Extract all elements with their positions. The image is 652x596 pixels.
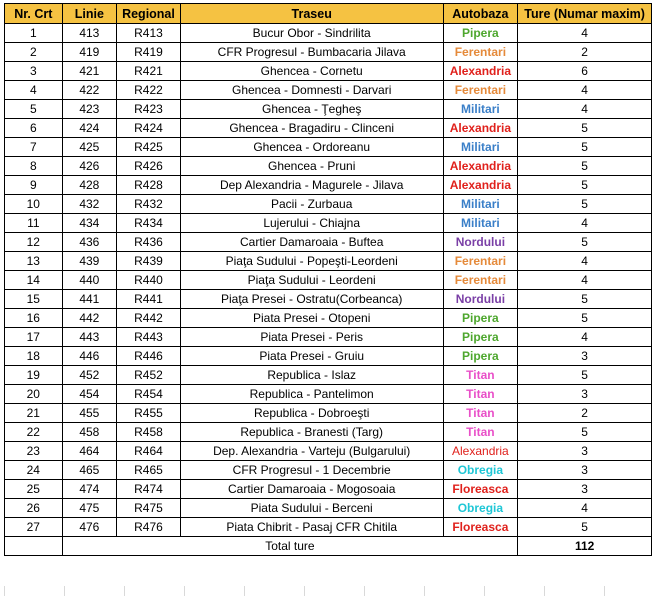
header-nr-crt[interactable]: Nr. Crt: [5, 4, 63, 24]
cell-traseu[interactable]: Piata Presei - Gruiu: [180, 347, 443, 366]
cell-autobaza[interactable]: Alexandria: [443, 442, 518, 461]
cell-autobaza[interactable]: Militari: [443, 100, 518, 119]
cell-traseu[interactable]: Piata Presei - Peris: [180, 328, 443, 347]
cell-nr[interactable]: 20: [5, 385, 63, 404]
cell-autobaza[interactable]: Ferentari: [443, 81, 518, 100]
cell-ture[interactable]: 5: [518, 233, 652, 252]
cell-regional[interactable]: R423: [117, 100, 181, 119]
cell-traseu[interactable]: Ghencea - Ţegheş: [180, 100, 443, 119]
table-row: [5, 366, 652, 385]
cell-traseu[interactable]: Republica - Branesti (Targ): [180, 423, 443, 442]
cell-nr[interactable]: 10: [5, 195, 63, 214]
cell-regional[interactable]: R424: [117, 119, 181, 138]
cell-nr[interactable]: 4: [5, 81, 63, 100]
cell-ture[interactable]: 2: [518, 43, 652, 62]
cell-nr[interactable]: 23: [5, 442, 63, 461]
table-row: [5, 176, 652, 195]
cell-autobaza[interactable]: Ferentari: [443, 43, 518, 62]
cell-linie[interactable]: 421: [62, 62, 116, 81]
cell-linie[interactable]: 464: [62, 442, 116, 461]
cell-ture[interactable]: 4: [518, 81, 652, 100]
header-autobaza[interactable]: Autobaza: [443, 4, 518, 24]
table-row: [5, 81, 652, 100]
cell-regional[interactable]: R475: [117, 499, 181, 518]
table-row: [5, 62, 652, 81]
cell-regional[interactable]: R428: [117, 176, 181, 195]
total-blank-cell[interactable]: [5, 537, 63, 556]
cell-linie[interactable]: 440: [62, 271, 116, 290]
cell-traseu[interactable]: Bucur Obor - Sindrilita: [180, 24, 443, 43]
table-row: [5, 518, 652, 537]
cell-nr[interactable]: 15: [5, 290, 63, 309]
cell-nr[interactable]: 5: [5, 100, 63, 119]
cell-traseu[interactable]: Republica - Dobroeşti: [180, 404, 443, 423]
cell-linie[interactable]: 475: [62, 499, 116, 518]
cell-ture[interactable]: 4: [518, 24, 652, 43]
cell-traseu[interactable]: CFR Progresul - 1 Decembrie: [180, 461, 443, 480]
cell-autobaza[interactable]: Alexandria: [443, 176, 518, 195]
cell-traseu[interactable]: Dep. Alexandria - Varteju (Bulgarului): [180, 442, 443, 461]
cell-traseu[interactable]: Piaţa Presei - Ostratu(Corbeanca): [180, 290, 443, 309]
cell-nr[interactable]: 13: [5, 252, 63, 271]
cell-traseu[interactable]: Pacii - Zurbaua: [180, 195, 443, 214]
cell-traseu[interactable]: Piata Presei - Otopeni: [180, 309, 443, 328]
cell-autobaza[interactable]: Militari: [443, 214, 518, 233]
cell-autobaza[interactable]: Titan: [443, 404, 518, 423]
cell-linie[interactable]: 452: [62, 366, 116, 385]
cell-linie[interactable]: 428: [62, 176, 116, 195]
header-traseu[interactable]: Traseu: [180, 4, 443, 24]
cell-regional[interactable]: R421: [117, 62, 181, 81]
cell-ture[interactable]: 3: [518, 480, 652, 499]
cell-linie[interactable]: 413: [62, 24, 116, 43]
cell-nr[interactable]: 12: [5, 233, 63, 252]
total-row: [5, 537, 652, 556]
cell-linie[interactable]: 432: [62, 195, 116, 214]
cell-regional[interactable]: R474: [117, 480, 181, 499]
cell-autobaza[interactable]: Ferentari: [443, 252, 518, 271]
cell-ture[interactable]: 5: [518, 157, 652, 176]
cell-ture[interactable]: 5: [518, 119, 652, 138]
cell-autobaza[interactable]: Titan: [443, 385, 518, 404]
cell-linie[interactable]: 455: [62, 404, 116, 423]
cell-regional[interactable]: R426: [117, 157, 181, 176]
cell-regional[interactable]: R446: [117, 347, 181, 366]
cell-regional[interactable]: R455: [117, 404, 181, 423]
cell-nr[interactable]: 27: [5, 518, 63, 537]
cell-traseu[interactable]: CFR Progresul - Bumbacaria Jilava: [180, 43, 443, 62]
cell-regional[interactable]: R436: [117, 233, 181, 252]
cell-nr[interactable]: 11: [5, 214, 63, 233]
cell-autobaza[interactable]: Nordului: [443, 233, 518, 252]
cell-autobaza[interactable]: Obregia: [443, 461, 518, 480]
cell-traseu[interactable]: Piaţa Sudului - Popeşti-Leordeni: [180, 252, 443, 271]
cell-regional[interactable]: R441: [117, 290, 181, 309]
cell-traseu[interactable]: Dep Alexandria - Magurele - Jilava: [180, 176, 443, 195]
table-row: [5, 43, 652, 62]
cell-ture[interactable]: 4: [518, 100, 652, 119]
cell-regional[interactable]: R434: [117, 214, 181, 233]
cell-regional[interactable]: R443: [117, 328, 181, 347]
cell-traseu[interactable]: Ghencea - Cornetu: [180, 62, 443, 81]
cell-regional[interactable]: R422: [117, 81, 181, 100]
cell-traseu[interactable]: Cartier Damaroaia - Buftea: [180, 233, 443, 252]
cell-ture[interactable]: 4: [518, 328, 652, 347]
cell-regional[interactable]: R432: [117, 195, 181, 214]
cell-linie[interactable]: 426: [62, 157, 116, 176]
total-value[interactable]: 112: [518, 537, 652, 556]
cell-autobaza[interactable]: Alexandria: [443, 62, 518, 81]
table-row: [5, 290, 652, 309]
header-regional[interactable]: Regional: [117, 4, 181, 24]
table-row: [5, 404, 652, 423]
table-row: [5, 385, 652, 404]
table-row: [5, 499, 652, 518]
cell-linie[interactable]: 422: [62, 81, 116, 100]
cell-autobaza[interactable]: Floreasca: [443, 518, 518, 537]
table-row: [5, 309, 652, 328]
cell-nr[interactable]: 18: [5, 347, 63, 366]
cell-ture[interactable]: 5: [518, 366, 652, 385]
table-row: [5, 157, 652, 176]
cell-linie[interactable]: 442: [62, 309, 116, 328]
cell-regional[interactable]: R458: [117, 423, 181, 442]
cell-nr[interactable]: 1: [5, 24, 63, 43]
cell-regional[interactable]: R464: [117, 442, 181, 461]
cell-ture[interactable]: 4: [518, 214, 652, 233]
cell-regional[interactable]: R454: [117, 385, 181, 404]
cell-linie[interactable]: 476: [62, 518, 116, 537]
cell-regional[interactable]: R452: [117, 366, 181, 385]
cell-ture[interactable]: 3: [518, 442, 652, 461]
table-row: [5, 233, 652, 252]
table-row: [5, 328, 652, 347]
cell-nr[interactable]: 2: [5, 43, 63, 62]
cell-nr[interactable]: 25: [5, 480, 63, 499]
cell-linie[interactable]: 441: [62, 290, 116, 309]
cell-regional[interactable]: R439: [117, 252, 181, 271]
cell-regional[interactable]: R440: [117, 271, 181, 290]
cell-traseu[interactable]: Republica - Islaz: [180, 366, 443, 385]
cell-autobaza[interactable]: Pipera: [443, 24, 518, 43]
cell-ture[interactable]: 5: [518, 176, 652, 195]
cell-ture[interactable]: 3: [518, 385, 652, 404]
cell-nr[interactable]: 19: [5, 366, 63, 385]
table-row: [5, 252, 652, 271]
cell-traseu[interactable]: Republica - Pantelimon: [180, 385, 443, 404]
cell-ture[interactable]: 4: [518, 499, 652, 518]
cell-autobaza[interactable]: Alexandria: [443, 119, 518, 138]
cell-linie[interactable]: 446: [62, 347, 116, 366]
cell-ture[interactable]: 4: [518, 252, 652, 271]
cell-traseu[interactable]: Ghencea - Domnesti - Darvari: [180, 81, 443, 100]
cell-traseu[interactable]: Piata Sudului - Berceni: [180, 499, 443, 518]
cell-linie[interactable]: 424: [62, 119, 116, 138]
cell-nr[interactable]: 26: [5, 499, 63, 518]
cell-autobaza[interactable]: Pipera: [443, 309, 518, 328]
cell-regional[interactable]: R465: [117, 461, 181, 480]
cell-linie[interactable]: 434: [62, 214, 116, 233]
cell-autobaza[interactable]: Alexandria: [443, 157, 518, 176]
cell-autobaza[interactable]: Obregia: [443, 499, 518, 518]
cell-ture[interactable]: 4: [518, 271, 652, 290]
cell-autobaza[interactable]: Titan: [443, 423, 518, 442]
cell-autobaza[interactable]: Pipera: [443, 328, 518, 347]
table-row: [5, 195, 652, 214]
cell-autobaza[interactable]: Nordului: [443, 290, 518, 309]
header-ture[interactable]: Ture (Numar maxim): [518, 4, 652, 24]
table-row: [5, 138, 652, 157]
cell-traseu[interactable]: Piaţa Sudului - Leordeni: [180, 271, 443, 290]
cell-linie[interactable]: 454: [62, 385, 116, 404]
routes-table: [4, 3, 652, 556]
cell-nr[interactable]: 24: [5, 461, 63, 480]
cell-regional[interactable]: R476: [117, 518, 181, 537]
empty-grid-area: [4, 586, 652, 596]
cell-traseu[interactable]: Lujerului - Chiajna: [180, 214, 443, 233]
cell-nr[interactable]: 22: [5, 423, 63, 442]
table-row: [5, 480, 652, 499]
cell-linie[interactable]: 465: [62, 461, 116, 480]
cell-linie[interactable]: 423: [62, 100, 116, 119]
cell-nr[interactable]: 14: [5, 271, 63, 290]
cell-ture[interactable]: 2: [518, 404, 652, 423]
cell-ture[interactable]: 5: [518, 138, 652, 157]
cell-traseu[interactable]: Ghencea - Bragadiru - Clinceni: [180, 119, 443, 138]
cell-linie[interactable]: 419: [62, 43, 116, 62]
cell-traseu[interactable]: Cartier Damaroaia - Mogosoaia: [180, 480, 443, 499]
cell-regional[interactable]: R425: [117, 138, 181, 157]
cell-autobaza[interactable]: Militari: [443, 195, 518, 214]
cell-traseu[interactable]: Ghencea - Ordoreanu: [180, 138, 443, 157]
cell-nr[interactable]: 16: [5, 309, 63, 328]
cell-traseu[interactable]: Ghencea - Pruni: [180, 157, 443, 176]
header-linie[interactable]: Linie: [62, 4, 116, 24]
cell-nr[interactable]: 21: [5, 404, 63, 423]
cell-traseu[interactable]: Piata Chibrit - Pasaj CFR Chitila: [180, 518, 443, 537]
cell-autobaza[interactable]: Militari: [443, 138, 518, 157]
cell-autobaza[interactable]: Ferentari: [443, 271, 518, 290]
cell-linie[interactable]: 425: [62, 138, 116, 157]
table-row: [5, 347, 652, 366]
cell-linie[interactable]: 439: [62, 252, 116, 271]
table-row: [5, 100, 652, 119]
table-row: [5, 271, 652, 290]
cell-ture[interactable]: 5: [518, 423, 652, 442]
cell-regional[interactable]: R419: [117, 43, 181, 62]
cell-nr[interactable]: 3: [5, 62, 63, 81]
cell-nr[interactable]: 6: [5, 119, 63, 138]
cell-regional[interactable]: R413: [117, 24, 181, 43]
cell-ture[interactable]: 5: [518, 518, 652, 537]
cell-ture[interactable]: 6: [518, 62, 652, 81]
cell-ture[interactable]: 5: [518, 290, 652, 309]
cell-ture[interactable]: 5: [518, 309, 652, 328]
table-row: [5, 442, 652, 461]
cell-linie[interactable]: 474: [62, 480, 116, 499]
cell-autobaza[interactable]: Titan: [443, 366, 518, 385]
total-label[interactable]: Total ture: [62, 537, 518, 556]
cell-linie[interactable]: 458: [62, 423, 116, 442]
cell-regional[interactable]: R442: [117, 309, 181, 328]
cell-nr[interactable]: 7: [5, 138, 63, 157]
cell-nr[interactable]: 8: [5, 157, 63, 176]
table-row: [5, 24, 652, 43]
cell-ture[interactable]: 3: [518, 347, 652, 366]
table-row: [5, 214, 652, 233]
cell-ture[interactable]: 3: [518, 461, 652, 480]
table-row: [5, 461, 652, 480]
table-row: [5, 119, 652, 138]
table-row: [5, 423, 652, 442]
cell-autobaza[interactable]: Pipera: [443, 347, 518, 366]
cell-autobaza[interactable]: Floreasca: [443, 480, 518, 499]
cell-ture[interactable]: 5: [518, 195, 652, 214]
table-body: [5, 24, 652, 537]
header-row: [5, 4, 652, 24]
cell-linie[interactable]: 436: [62, 233, 116, 252]
cell-nr[interactable]: 17: [5, 328, 63, 347]
cell-linie[interactable]: 443: [62, 328, 116, 347]
cell-nr[interactable]: 9: [5, 176, 63, 195]
